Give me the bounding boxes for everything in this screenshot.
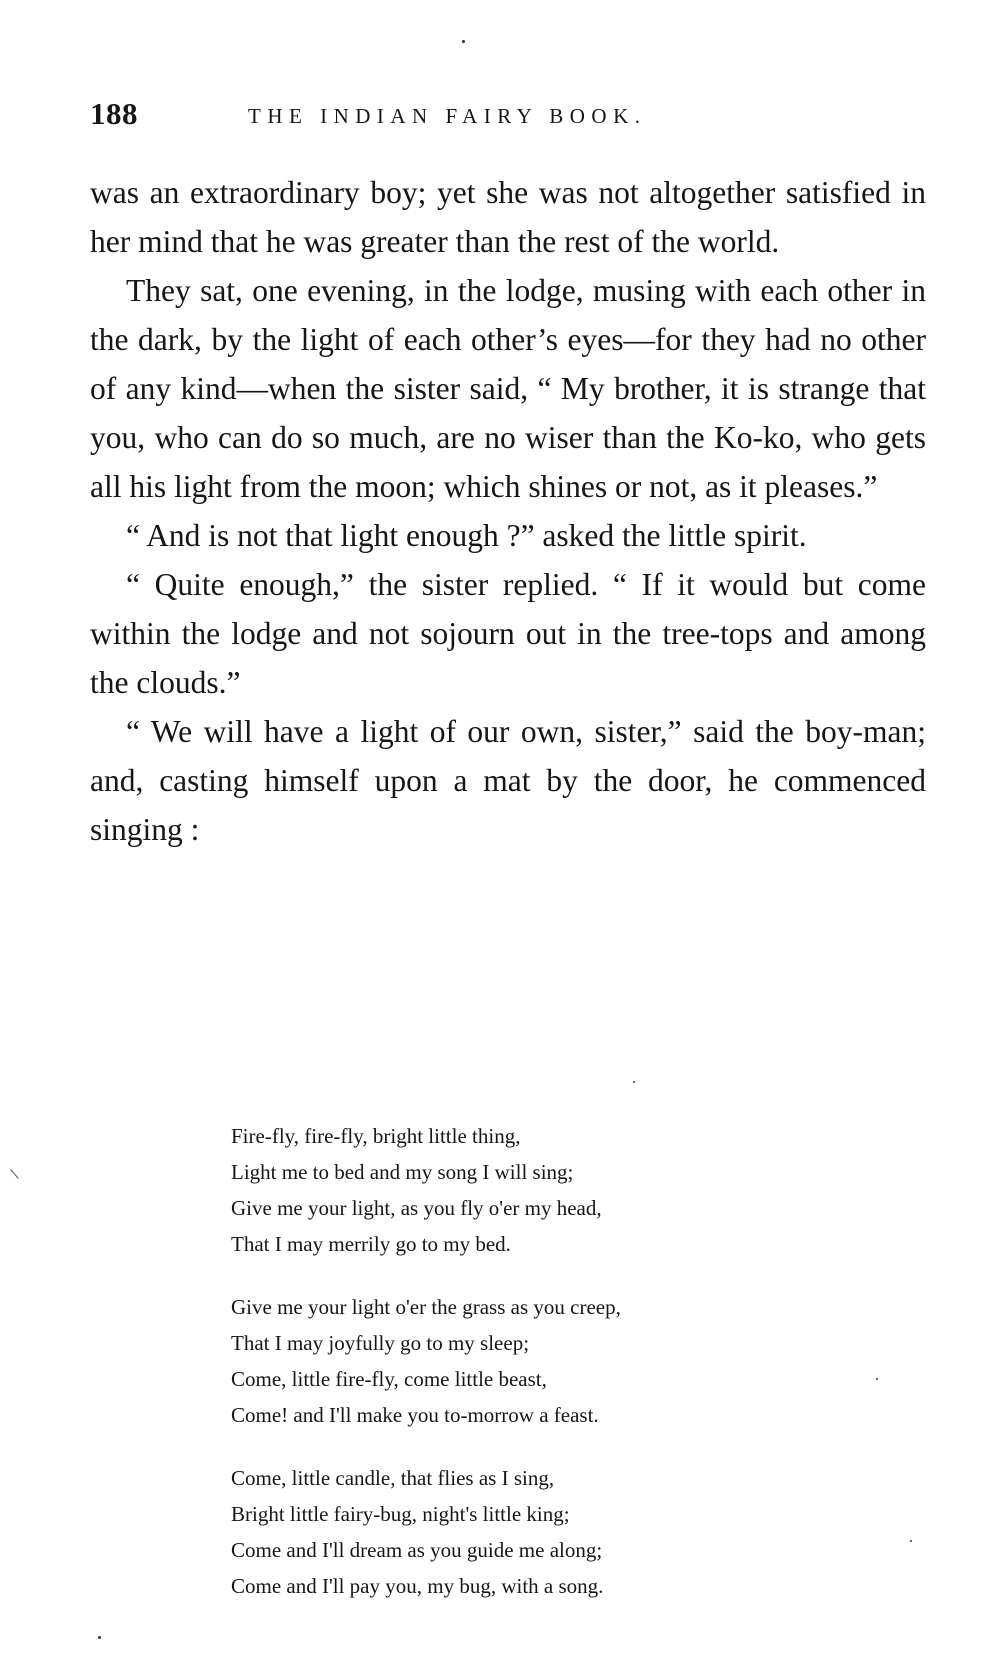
paragraph: “ We will have a light of our own, sister,” said the boy-man; and, casting himself upon a mat by the door, he commenced singing : [90,714,926,847]
prose-body [90,168,926,854]
scan-speck [98,1636,101,1639]
stanza-2 [231,1289,831,1433]
stanza-1 [231,1118,831,1262]
page-header [90,94,910,134]
paragraph: They sat, one evening, in the lodge, musing with each other in the dark, by the light of each other’s eyes—for they had no other of any kind—when the sister said, “ My brother, it is strange that you, who can do so much, are no wiser than the Ko-ko, who gets all his light from the moon; which shines or not, as it pleases.” [90,273,926,504]
poem-line: Come and I'll dream as you guide me along; [231,1538,603,1562]
paragraph: “ Quite enough,” the sister replied. “ If it would but come within the lodge and not sojourn out in the tree-tops and among the clouds.” [90,567,926,700]
stanza-3 [231,1460,831,1604]
scan-speck [633,1081,635,1083]
scan-speck [910,1540,912,1542]
running-title: THE INDIAN FAIRY BOOK. [248,104,647,128]
firefly-song [231,1118,831,1631]
poem-line: Come and I'll pay you, my bug, with a song. [231,1574,604,1598]
poem-line: That I may joyfully go to my sleep; [231,1331,530,1355]
poem-line: Come, little candle, that flies as I sing, [231,1466,555,1490]
poem-line: Come, little fire-fly, come little beast, [231,1367,547,1391]
poem-line: Bright little fairy-bug, night's little king; [231,1502,570,1526]
poem-line: Fire-fly, fire-fly, bright little thing, [231,1124,521,1148]
scan-mark [10,1169,18,1179]
page-number: 188 [90,96,138,131]
poem-line: Give me your light, as you fly o'er my head, [231,1196,602,1220]
poem-line: Come! and I'll make you to-morrow a feast. [231,1403,599,1427]
paragraph: “ And is not that light enough ?” asked the little spirit. [126,518,807,553]
poem-line: That I may merrily go to my bed. [231,1232,511,1256]
scan-speck [462,40,465,43]
poem-line: Light me to bed and my song I will sing; [231,1160,574,1184]
poem-line: Give me your light o'er the grass as you creep, [231,1295,621,1319]
paragraph-continued: was an extraordinary boy; yet she was not altogether satisfied in her mind that he was greater than the rest of the world. [90,175,926,259]
scan-speck [876,1378,878,1380]
